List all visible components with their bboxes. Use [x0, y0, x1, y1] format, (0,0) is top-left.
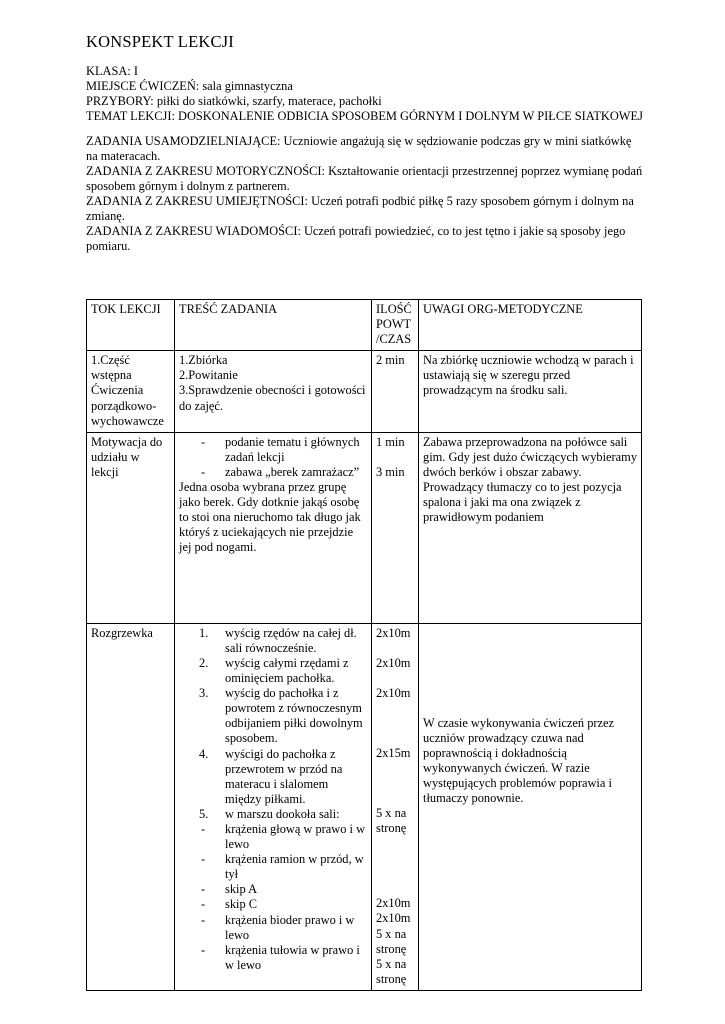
list-item: - krążenia tułowia w prawo i w lewo	[201, 942, 360, 972]
qty-item: 2x10m	[376, 655, 411, 670]
cell-tok: Rozgrzewka	[87, 623, 175, 990]
list-item: - krążenia bioder prawo i w lewo	[201, 912, 355, 942]
cell-uwagi	[419, 623, 642, 990]
table-row	[87, 432, 642, 623]
page-title: KONSPEKT LEKCJI	[86, 32, 234, 51]
meta-place: MIEJSCE ĆWICZEŃ: sala gimnastyczna	[86, 79, 293, 93]
dash-list	[179, 822, 367, 973]
qty-item: 5 x na stronę	[376, 956, 407, 986]
cell-tok: 1.Część wstępna Ćwiczenia porządkowo-wychowawcze	[87, 351, 175, 432]
numbered-list	[179, 626, 367, 822]
list-item: - krążenia ramion w przód, w tył	[201, 852, 364, 882]
qty-item: 2x10m	[376, 685, 411, 700]
lesson-meta	[86, 64, 646, 124]
qty-item: 2x10m	[376, 625, 411, 640]
list-item: 4. wyścigi do pachołka z przewrotem w przód na materacu i slalomem między piłkami.	[199, 746, 343, 806]
cell-uwagi: Na zbiórkę uczniowie wchodzą w parach i ustawiają się w szeregu przed prowadzącym na środku sali.	[419, 351, 642, 432]
meta-equipment: PRZYBORY: piłki do siatkówki, szarfy, materace, pachołki	[86, 94, 382, 108]
cell-tok: Motywacja do udziału w lekcji	[87, 432, 175, 623]
qty-item: 3 min	[376, 464, 405, 479]
cell-tresc	[175, 351, 372, 432]
header-uwagi: UWAGI ORG-METODYCZNE	[419, 300, 642, 351]
qty-item: 2x10m	[376, 911, 411, 926]
task-knowledge: ZADANIA Z ZAKRESU WIADOMOŚCI: Uczeń potrafi powiedzieć, co to jest tętno i jakie są sposoby jego pomiaru.	[86, 224, 626, 253]
task-skills: ZADANIA Z ZAKRESU UMIEJĘTNOŚCI: Uczeń potrafi podbić piłkę 5 razy sposobem górnym i dolnym na zmianę.	[86, 194, 634, 223]
method-notes: W czasie wykonywania ćwiczeń przez uczniów prowadzący czuwa nad poprawnością i dokładnością wykonywanych ćwiczeń. W razie występujących problemów poprawia i tłumaczy ponownie.	[423, 715, 615, 806]
task-motor: ZADANIA Z ZAKRESU MOTORYCZNOŚCI: Kształtowanie orientacji przestrzennej poprzez wymianę podań sposobem górnym i dolnym z partnerem.	[86, 164, 643, 193]
lesson-tasks	[86, 134, 646, 254]
cell-uwagi: Zabawa przeprowadzona na połówce sali gim. Gdy jest dużo ćwiczących wybieramy dwóch berków i obszar zabawy. Prowadzący tłumaczy co to jest pozycja spalona i jaki ma ona związek z prawidłowym podaniem	[419, 432, 642, 623]
list-item: 1.Zbiórka	[179, 353, 228, 368]
header-tresc: TREŚĆ ZADANIA	[175, 300, 372, 351]
qty-item: 5 x na stronę	[376, 926, 407, 956]
list-item: - krążenia głową w prawo i w lewo	[201, 821, 366, 852]
list-item: 3.Sprawdzenie obecności i gotowości do zajęć.	[179, 383, 366, 413]
table-row	[87, 623, 642, 990]
game-description: Jedna osoba wybrana przez grupę jako berek. Gdy dotknie jakąś osobę to stoi ona nieruchomo tak długo jak któryś z uciekających nie przejdzie jej pod nogami.	[179, 480, 361, 555]
qty-item: 5 x na stronę	[376, 806, 407, 836]
meta-class: KLASA: I	[86, 64, 138, 78]
list-item: 2.Powitanie	[179, 368, 238, 383]
table-row	[87, 351, 642, 432]
cell-ilosc	[372, 623, 419, 990]
dash-list	[179, 435, 367, 480]
list-item: - podanie tematu i głównych zadań lekcji	[201, 434, 360, 464]
cell-ilosc	[372, 432, 419, 623]
task-independence: ZADANIA USAMODZIELNIAJĄCE: Uczniowie angażują się w sędziowanie podczas gry w mini siatkówkę na materacach.	[86, 134, 632, 163]
cell-tresc	[175, 432, 372, 623]
list-item: 5. w marszu dookoła sali:	[199, 806, 340, 821]
meta-topic: TEMAT LEKCJI: DOSKONALENIE ODBICIA SPOSOBEM GÓRNYM I DOLNYM W PIŁCE SIATKOWEJ	[86, 109, 643, 123]
list-item: - skip A	[201, 882, 258, 897]
table-header-row	[87, 300, 642, 351]
header-tok: TOK LEKCJI	[87, 300, 175, 351]
list-item: 2. wyścig całymi rzędami z ominięciem pachołka.	[199, 655, 349, 686]
list-item: - skip C	[201, 897, 258, 912]
cell-tresc	[175, 623, 372, 990]
header-ilosc: ILOŚĆ POWT /CZAS	[372, 300, 419, 351]
list-item: 3. wyścig do pachołka i z powrotem z równoczesnym odbijaniem piłki dowolnym sposobem.	[199, 686, 363, 746]
list-item: 1. wyścig rzędów na całej dł. sali równocześnie.	[199, 625, 357, 655]
cell-ilosc: 2 min	[372, 351, 419, 432]
qty-item: 2x10m	[376, 896, 411, 911]
list-item: - zabawa „berek zamrażacz”	[201, 464, 360, 479]
qty-item: 1 min	[376, 434, 405, 449]
lesson-table	[86, 299, 642, 991]
qty-item: 2x15m	[376, 746, 411, 761]
